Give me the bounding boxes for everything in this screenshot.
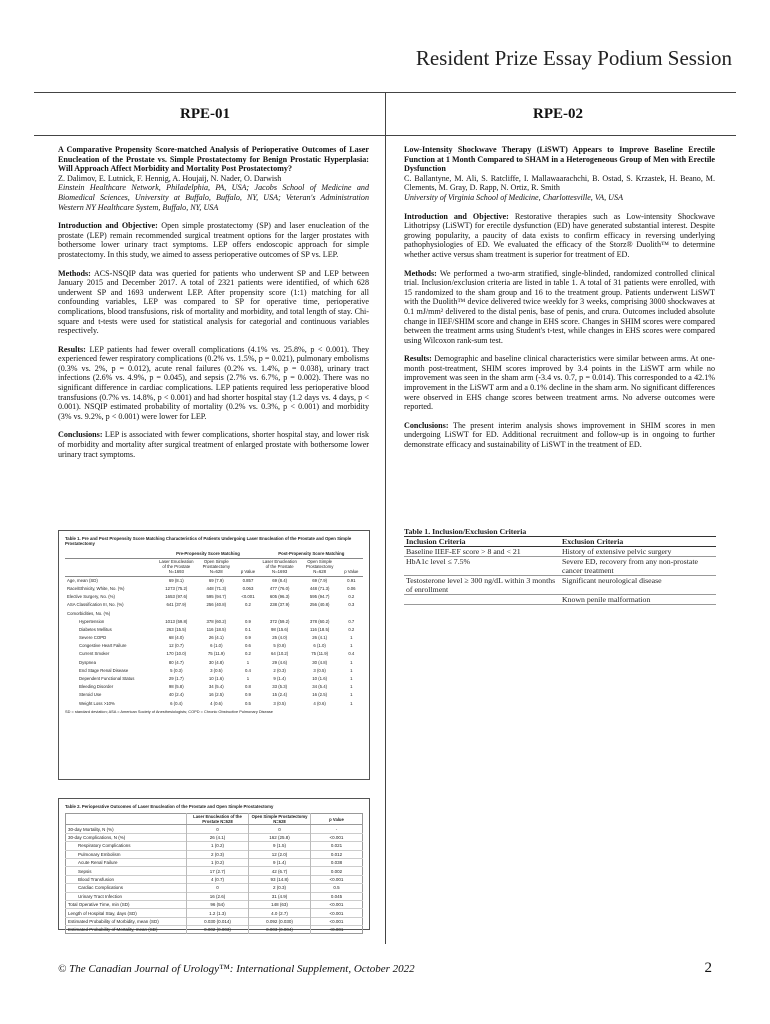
table-cell: <0.001 <box>311 917 363 925</box>
table-cell: 33 (5.3) <box>272 684 288 690</box>
results-label: Results: <box>58 344 86 354</box>
table-cell: 0.2 <box>244 651 251 657</box>
row-label: Length of Hospital Stay, days (SD) <box>66 909 187 917</box>
table-1-caption: Table 1. Pre and Post Propensity Score Matching Characteristics of Patients Undergoing Laser Enucleation of the Prostate and Open Simple Prostatectomy <box>65 536 352 547</box>
table-cell: 0.003 (0.004) <box>249 926 311 934</box>
table-cell: <0.001 <box>311 875 363 883</box>
abstract-code-left: RPE-01 <box>180 106 230 122</box>
table-cell: 6 (1.0) <box>210 643 223 649</box>
table-cell: 42 (6.7) <box>249 867 311 875</box>
table-cell: 69 (7.9) <box>208 578 224 584</box>
row-label: Cardiac Complications <box>66 884 187 892</box>
row-label: Pulmonary Embolism <box>66 850 187 858</box>
table-cell: 0.9 <box>244 635 251 641</box>
table-cell: 6 (1.0) <box>313 643 326 649</box>
table-cell: 15 (2.4) <box>272 692 288 698</box>
table-cell: 0 <box>187 825 249 833</box>
intro-label: Introduction and Objective: <box>58 221 158 231</box>
table-cell: 1 (0.2) <box>187 858 249 866</box>
table-cell: 31 (4.9) <box>249 892 311 900</box>
table-cell: 9 (1.4) <box>273 676 286 682</box>
table-3-grid <box>404 536 716 605</box>
col-lep-pre: Laser Enucleation of the Prostate N=1693 <box>156 558 196 576</box>
table-1-grid <box>65 551 363 708</box>
table-cell: 1013 (59.8) <box>165 618 188 624</box>
table-cell <box>156 609 196 617</box>
table-2-outcomes <box>58 798 370 933</box>
table-cell: 17 (2.7) <box>187 867 249 875</box>
table-cell: 5 (0.8) <box>273 643 286 649</box>
table-cell: 6 (0.4) <box>170 700 183 706</box>
table-row <box>66 833 363 841</box>
table-cell: 1 <box>246 676 250 682</box>
table-cell: 1 <box>350 635 353 641</box>
table-cell: 1 <box>350 692 353 698</box>
table-cell: 1653 (97.6) <box>165 594 188 600</box>
group-post-header: Post-Propensity Score Matching <box>260 551 363 559</box>
table-cell <box>260 609 300 617</box>
table-row <box>66 892 363 900</box>
table-cell: 0.2 <box>348 594 355 600</box>
table-cell: 10 (1.6) <box>208 676 224 682</box>
abstract-title: A Comparative Propensity Score-matched Analysis of Perioperative Outcomes of Laser Enucleation of the Prostate vs. Simple Prostatectomy for Benign Prostatic Hyperplasia: Will Approach Affect Morbidity and Mortality Post Prostatectomy? <box>58 145 369 174</box>
table-row <box>65 634 363 642</box>
col-lep-post: Laser Enucleation of the Prostate N=1693 <box>260 558 300 576</box>
table-cell: Severe ED, recovery from any non-prostate cancer treatment <box>560 557 716 576</box>
conclusions-section <box>58 430 369 459</box>
table-cell: 263 (15.5) <box>166 626 187 632</box>
table-cell: 0.012 <box>311 850 363 858</box>
table-row <box>65 601 363 609</box>
abstract-code-right: RPE-02 <box>533 106 583 122</box>
table-row <box>66 867 363 875</box>
table-cell: 2 (0.3) <box>249 884 311 892</box>
table-cell: 0.1 <box>244 626 251 632</box>
table-cell: 448 (71.3) <box>309 585 330 591</box>
table-cell: 0.002 (0.003) <box>187 926 249 934</box>
table-cell: 0.06 <box>347 585 356 591</box>
table-cell: 1 <box>350 643 353 649</box>
table-cell <box>300 609 340 617</box>
table-cell: 96 (54) <box>187 900 249 908</box>
table-cell: 256 (40.8) <box>309 602 330 608</box>
table-cell: 0.092 (0.030) <box>249 917 311 925</box>
table-cell <box>196 609 236 617</box>
table-cell: 372 (59.2) <box>269 618 290 624</box>
table-cell: 4 (0.6) <box>313 700 326 706</box>
table-cell: - <box>311 825 363 833</box>
table-cell: 116 (18.5) <box>206 626 226 632</box>
table-2-caption: Table 2. Perioperative Outcomes of Laser Enucleation of the Prostate and Open Simple Prostatectomy <box>65 804 274 809</box>
table-row <box>404 576 716 595</box>
table-cell: 1 <box>246 659 250 665</box>
row-label: Comorbidities, No. (%) <box>67 610 111 616</box>
table-cell: 29 (1.7) <box>168 676 184 682</box>
table-cell: 34 (5.4) <box>208 684 224 690</box>
table-cell: 5 (0.3) <box>170 667 183 673</box>
table-cell: 0.021 <box>311 842 363 850</box>
table-cell: 378 (60.2) <box>309 618 330 624</box>
table-cell: 98 (15.6) <box>271 626 289 632</box>
table-cell: 26 (4.1) <box>208 635 224 641</box>
table-cell: 64 (10.2) <box>271 651 289 657</box>
table-cell: 1273 (75.2) <box>165 585 188 591</box>
table-cell: 1 <box>350 667 353 673</box>
table-cell: 0 <box>187 884 249 892</box>
table-cell: 10 (1.6) <box>312 676 328 682</box>
table-cell: 75 (11.9) <box>207 651 225 657</box>
table-cell: 378 (60.2) <box>206 618 227 624</box>
col-sp: Open Simple Prostatectomy N=628 <box>249 814 311 825</box>
table-cell: 3 (0.5) <box>273 700 286 706</box>
col-inclusion: Inclusion Criteria <box>404 537 560 547</box>
col-sp-pre: Open Simple Prostatectomy N=628 <box>196 558 236 576</box>
table-cell: Testosterone level ≥ 300 ng/dL within 3 months of enrollment <box>404 576 560 595</box>
row-label: Blood Transfusion <box>66 875 187 883</box>
table-cell: 25 (4.0) <box>272 635 288 641</box>
conclusions-text: The present interim analysis shows improvement in SHIM scores in men undergoing LiSWT for ED. Additional recruitment and follow-up is in ongoing to further demonstrate efficacy and sustainability of LiSWT in the treatment of ED. <box>404 420 715 450</box>
table-cell: 0.4 <box>244 667 251 673</box>
page-number: 2 <box>704 960 712 976</box>
methods-text: ACS-NSQIP data was queried for patients who underwent SP and LEP between January 2015 and December 2017. A total of 2321 patients were identified, of which 628 underwent SP and 1693 underwent LEP. After propensity score (1:1) matching for all confounding variables, LEP was compared to SP for operative time, perioperative complications, blood transfusions, risk of mortality and morbidity, and total length of stay. Chi-square and t-tests were used for statistical analysis for categorial and continuous variables respectively. <box>58 268 370 336</box>
table-cell: 12 (2.0) <box>249 850 311 858</box>
table-row <box>66 900 363 908</box>
table-cell: Baseline IIEF-EF score > 8 and < 21 <box>404 547 560 557</box>
table-cell: 4 (0.6) <box>210 700 223 706</box>
row-label: Dependent Functional Status <box>79 676 135 682</box>
table-cell: 80 (4.7) <box>168 659 184 665</box>
row-label: Total Operative Time, min (SD) <box>66 900 187 908</box>
table-cell: 69 (7.9) <box>312 578 328 584</box>
running-head: Resident Prize Essay Podium Session <box>415 46 732 70</box>
abstract-authors: C. Ballantyne, M. Ali, S. Ratcliffe, I. Mallawaarachchi, B. Ostad, S. Krzastek, H. Beano, M. Clements, M. Gray, D. Rapp, N. Ortiz, R. Smith <box>404 173 715 193</box>
table-cell: 26 (4.1) <box>312 635 328 641</box>
col-p-post: p Value <box>340 558 363 576</box>
table-cell: 1 <box>350 676 353 682</box>
table-row <box>66 858 363 866</box>
table-1-characteristics <box>58 530 370 780</box>
table-row <box>65 585 363 593</box>
row-label: End Stage Renal Disease <box>79 667 129 673</box>
abstract-affiliations: Einstein Healthcare Network, Philadelphia, PA, USA; Jacobs School of Medicine and Biomedical Sciences, University at Buffalo, Buffalo, NY, USA; Veteran's Administration Western NY Healthcare System, Buffalo, NY, USA <box>58 183 369 212</box>
table-row <box>65 609 363 617</box>
table-cell: 0.5 <box>244 700 251 706</box>
group-pre-header: Pre-Propensity Score Matching <box>156 551 259 559</box>
abstract-rpe-01 <box>58 145 369 459</box>
table-cell: 98 (5.8) <box>168 684 184 690</box>
table-row <box>66 850 363 858</box>
table-cell: 256 (40.8) <box>206 602 227 608</box>
results-text: Demographic and baseline clinical characteristics were similar between arms. At one-month post-treatment, SHIM scores improved by 3.4 points in the LiSWT arm while no improvement was seen in the sham arm (-3.4 vs. 0.7, p = 0.014). This corresponded to a 42.1% improvement in the LiSWT arm and a 0.1% decline in the sham arm. No significant differences were observed in EHS change scores between treatment arms. No adverse outcomes were reported. <box>404 354 716 412</box>
table-cell: 0.3 <box>348 602 355 608</box>
col-p: p Value <box>311 814 363 825</box>
table-row <box>404 547 716 557</box>
table-cell: 0.030 (0.014) <box>187 917 249 925</box>
table-cell: 3 (0.5) <box>210 667 223 673</box>
table-row <box>65 593 363 601</box>
row-label: 30-day Mortality, N (%) <box>66 825 187 833</box>
table-cell <box>404 595 560 605</box>
table-cell: <0.001 <box>241 594 255 600</box>
table-row <box>66 926 363 934</box>
results-label: Results: <box>404 354 432 364</box>
table-row <box>65 650 363 658</box>
table-row <box>66 875 363 883</box>
methods-section <box>404 269 715 346</box>
row-label: ASA Classification III, No. (%) <box>67 602 124 608</box>
table-row <box>65 625 363 633</box>
row-label: Estimated Probability of Mortality, mean (SD) <box>66 926 187 934</box>
conclusions-section <box>404 421 715 450</box>
table-cell: 4 (0.7) <box>187 875 249 883</box>
row-label: Current Smoker <box>79 651 110 657</box>
intro-label: Introduction and Objective: <box>404 211 509 221</box>
table-cell: 3 (0.5) <box>313 667 326 673</box>
table-cell: 12 (0.7) <box>168 643 184 649</box>
table-cell: 2 (0.3) <box>187 850 249 858</box>
intro-section <box>404 212 715 260</box>
table-cell: 0.2 <box>244 602 251 608</box>
table-cell: HbA1c level ≤ 7.5% <box>404 557 560 576</box>
table-cell <box>236 609 259 617</box>
table-cell: 26 (4.1) <box>187 833 249 841</box>
table-row <box>66 825 363 833</box>
table-cell: 1 <box>350 700 353 706</box>
row-label: Estimated Probability of Morbidity, mean (SD) <box>66 917 187 925</box>
table-cell: 0.045 <box>311 892 363 900</box>
table-cell: 69 (8.4) <box>272 578 288 584</box>
table-cell: 0.91 <box>347 578 356 584</box>
table-row <box>404 595 716 605</box>
table-cell: 68 (4.0) <box>168 635 184 641</box>
table-cell: 0.038 <box>311 858 363 866</box>
table-2-grid <box>65 813 363 934</box>
row-label: Steroid Use <box>79 692 102 698</box>
table-cell: 0.2 <box>348 626 355 632</box>
table-cell: <0.001 <box>311 926 363 934</box>
table-row <box>65 658 363 666</box>
row-label: Weight Loss >10% <box>79 700 115 706</box>
table-cell: 162 (25.8) <box>249 833 311 841</box>
table-cell: 0.857 <box>242 578 254 584</box>
table-row <box>66 842 363 850</box>
table-cell: 4.0 (2.7) <box>249 909 311 917</box>
methods-label: Methods: <box>58 268 91 278</box>
table-cell: <0.001 <box>311 833 363 841</box>
row-label: Sepsis <box>66 867 187 875</box>
table-cell: Known penile malformation <box>560 595 716 605</box>
table-cell: 16 (2.5) <box>312 692 328 698</box>
journal-footer: © The Canadian Journal of Urology™: International Supplement, October 2022 <box>58 963 415 975</box>
table-cell: 93 (14.8) <box>249 875 311 883</box>
table-inclusion-exclusion <box>404 527 716 605</box>
table-cell: 9 (1.4) <box>249 858 311 866</box>
table-row <box>65 675 363 683</box>
row-label: Diabetes Mellitus <box>79 626 112 632</box>
row-label: 30-day Complications, N (%) <box>66 833 187 841</box>
table-cell: 116 (18.5) <box>310 626 330 632</box>
table-cell: 1.2 (1.3) <box>187 909 249 917</box>
table-row <box>65 666 363 674</box>
table-row <box>65 576 363 584</box>
table-row <box>65 699 363 707</box>
table-row <box>65 683 363 691</box>
intro-section <box>58 221 369 259</box>
table-cell: 30 (4.8) <box>312 659 328 665</box>
table-cell: 477 (76.0) <box>269 585 290 591</box>
table-cell: 148 (63) <box>249 900 311 908</box>
table-cell: 0.9 <box>244 618 251 624</box>
row-label: Bleeding Disorder <box>79 684 114 690</box>
table-cell: 0 <box>249 825 311 833</box>
table-cell: 69 (8.1) <box>168 578 184 584</box>
conclusions-label: Conclusions: <box>404 420 449 430</box>
table-cell: 40 (2.4) <box>168 692 184 698</box>
methods-text: We performed a two-arm stratified, single-blinded, randomized controlled clinical trial. Inclusion/exclusion criteria are listed in table 1. A total of 31 patients were enrolled, with 15 randomized to the sham group and 16 to the treatment group. Patients underwent LiSWT with the Duolith™ device delivered twice weekly for 3 weeks, comprising 3000 shockwaves at 0.1 mJ/mm² delivered to the distal penis, base of penis, and crura. Outcomes included absolute change in IIEF/SHIM score and change in EHS score. Changes in SHIM scores were compared between the treatment arms using Student's t-test, while changes in EHS scores were compared using Wilcoxon rank-sum test. <box>404 268 715 345</box>
table-cell: 0.5 <box>311 884 363 892</box>
results-section <box>404 354 715 412</box>
table-cell: 29 (4.6) <box>272 659 288 665</box>
table-cell: 0.8 <box>244 684 251 690</box>
table-cell: 34 (5.4) <box>312 684 328 690</box>
table-cell: 0.6 <box>244 643 251 649</box>
table-cell: 16 (2.6) <box>187 892 249 900</box>
abstract-authors: Z. Dalimov, E. Lutnick, F. Hennig, A. Houjaij, N. Nader, O. Darwish <box>58 173 282 183</box>
row-label: Race/Ethnicity, White, No. (%) <box>67 585 125 591</box>
table-cell <box>340 609 363 617</box>
table-cell: 595 (94.7) <box>309 594 330 600</box>
row-label: Urinary Tract Infection <box>66 892 187 900</box>
table-cell: 1 (0.2) <box>187 842 249 850</box>
row-label: Dyspnea <box>79 659 96 665</box>
col-lep: Laser Enucleation of the Prostate N=628 <box>187 814 249 825</box>
table-cell: 0.002 <box>311 867 363 875</box>
row-label: Respiratory Complications <box>66 842 187 850</box>
table-cell: 170 (10.0) <box>166 651 187 657</box>
table-cell: <0.001 <box>311 909 363 917</box>
row-label: Acute Renal Failure <box>66 858 187 866</box>
table-row <box>65 617 363 625</box>
conclusions-text: LEP is associated with fewer complications, shorter hospital stay, and lower risk of morbidity and mortality after surgical treatment of enlarged prostate with bothersome lower urinary tract symptoms. <box>58 430 369 459</box>
methods-label: Methods: <box>404 268 437 278</box>
table-cell: 641 (37.9) <box>166 602 187 608</box>
table-cell: Significant neurological disease <box>560 576 716 595</box>
col-exclusion: Exclusion Criteria <box>560 537 716 547</box>
abstract-title: Low-Intensity Shockwave Therapy (LiSWT) Appears to Improve Baseline Erectile Function at 1 Month Compared to SHAM in a Heterogeneous Group of Men with Erectile Dysfunction <box>404 145 715 174</box>
table-cell: 238 (37.9) <box>269 602 290 608</box>
row-label: Severe COPD <box>79 635 107 641</box>
row-label: Hypertension <box>79 618 105 624</box>
row-label: Congestive Heart Failure <box>79 643 127 649</box>
conclusions-label: Conclusions: <box>58 430 103 440</box>
methods-section <box>58 269 369 336</box>
table-cell: 1 <box>350 659 353 665</box>
table-row <box>66 884 363 892</box>
table-cell: <0.001 <box>311 900 363 908</box>
col-p-pre: p Value <box>236 558 259 576</box>
table-cell: 1 <box>350 684 353 690</box>
abstract-rpe-02 <box>404 145 715 450</box>
table-1-footnote: SD = standard deviation; ASA = American Society of Anesthesiologists; COPD = Chronic Obstructive Pulmonary Disease <box>65 709 273 715</box>
table-cell: 0.9 <box>244 692 251 698</box>
table-cell: 16 (2.5) <box>208 692 224 698</box>
table-cell: 75 (11.9) <box>311 651 329 657</box>
table-cell: 2 (0.3) <box>273 667 286 673</box>
table-cell: 605 (96.3) <box>269 594 290 600</box>
table-row <box>66 917 363 925</box>
table-cell: 30 (4.8) <box>208 659 224 665</box>
table-row <box>65 642 363 650</box>
table-3-caption: Table 1. Inclusion/Exclusion Criteria <box>404 527 527 536</box>
table-cell: History of extensive pelvic surgery <box>560 547 716 557</box>
row-label: Age, mean (SD) <box>67 578 98 584</box>
abstract-affiliation: University of Virginia School of Medicine, Charlottesville, VA, USA <box>404 192 624 202</box>
table-cell: 448 (71.3) <box>206 585 227 591</box>
table-cell: 595 (94.7) <box>206 594 227 600</box>
results-section <box>58 345 369 422</box>
results-text: LEP patients had fewer overall complications (4.1% vs. 25.8%, p < 0.001). They experienced fewer respiratory complications (0.2% vs. 1.5%, p = 0.021), pulmonary embolisms (0.3% vs. 2%, p = 0.012), acute renal failures (0.2% vs. 1.4%, p = 0.038), urinary tract infections (2.6% vs. 4.9%, p = 0.045), and sepsis (2.7% vs. 6.7%, p = 0.002). There was no significant difference in cardiac complications. LEP patients required less perioperative blood transfusions (0.7% vs. 14.8%, p < 0.001) and had shorter hospital stay (1.2 days vs. 4 days, p < 0.001). NSQIP estimated probability of mortality (0.2% vs. 0.3%, p < 0.001) and morbidity (3% vs. 9.2%, p < 0.001) were lower for LEP. <box>58 344 369 421</box>
intro-text: Restorative therapies such as Low-intensity Shockwave Lithotripsy (LiSWT) for erectile dysfunction (ED) have generated substantial interest. Despite growing popularity, a paucity of data exists to confirm efficacy in reversing underlying pathophysiologies of ED. We evaluated the efficacy of the Storz® Duolith™ to determine whether active versus sham treatment is superior for treatment of ED. <box>404 211 715 259</box>
table-cell: 0.7 <box>348 618 355 624</box>
table-row <box>65 691 363 699</box>
table-cell: 0.4 <box>348 651 355 657</box>
table-row <box>404 557 716 576</box>
col-sp-post: Open Simple Prostatectomy N=628 <box>300 558 340 576</box>
intro-text: Open simple prostatectomy (SP) and laser enucleation of the prostate (LEP) remain recommended surgical treatment options for the larger prostates with bothersome lower urinary tract symptoms. LEP offers endoscopic approach for simple prostatectomy. In this study, we aimed to assess perioperative outcomes of SP vs. LEP. <box>58 221 369 259</box>
table-row <box>66 909 363 917</box>
column-divider <box>385 92 386 944</box>
table-cell: 0.063 <box>242 585 254 591</box>
row-label: Elective Surgery, No. (%) <box>67 594 115 600</box>
table-cell: 9 (1.5) <box>249 842 311 850</box>
